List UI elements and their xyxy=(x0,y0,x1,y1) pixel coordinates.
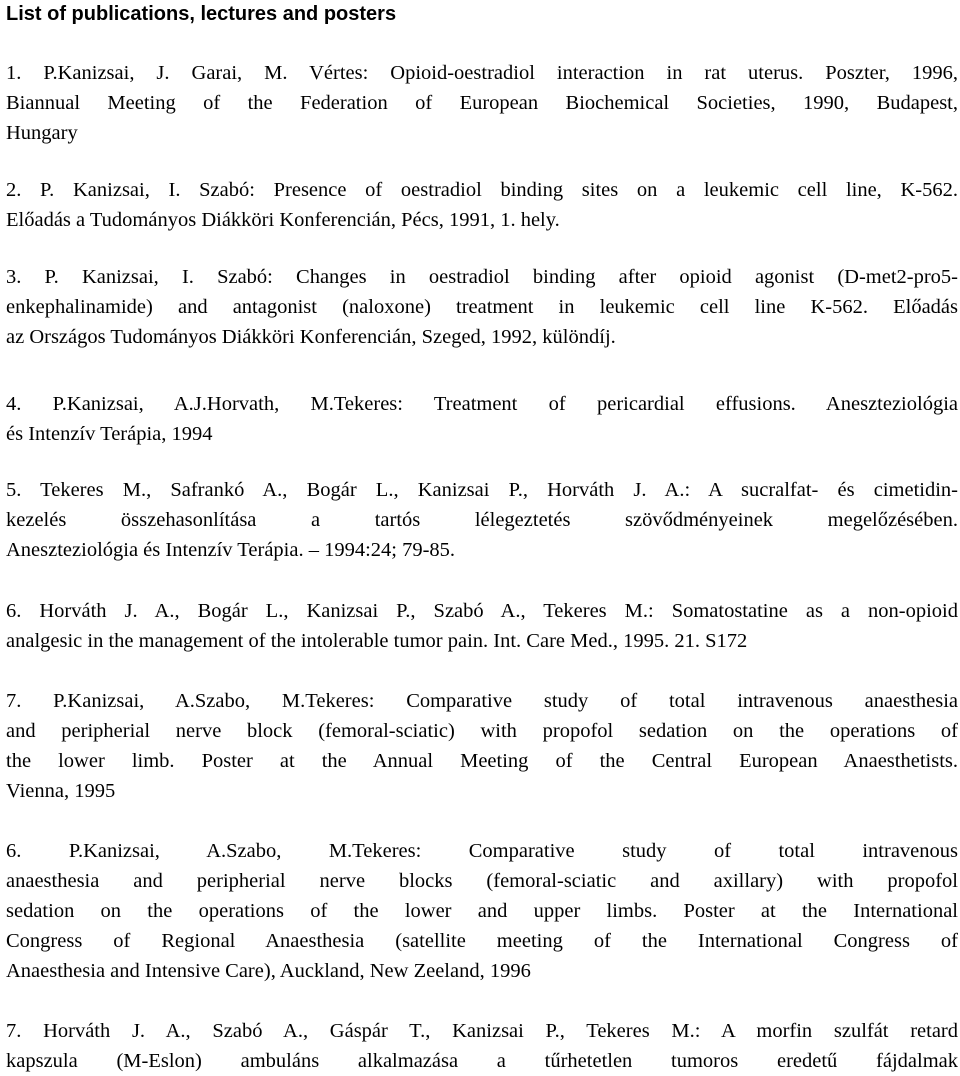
entry-line: analgesic in the management of the intolerable tumor pain. Int. Care Med., 1995. 21. S172 xyxy=(6,630,748,652)
entry-line: Vienna, 1995 xyxy=(6,780,116,802)
publication-entry-2 xyxy=(6,175,958,235)
entry-line: 5. Tekeres M., Safrankó A., Bogár L., Kanizsai P., Horváth J. A.: A sucralfat- és cimetidin- xyxy=(6,479,958,501)
entry-line: the lower limb. Poster at the Annual Meeting of the Central European Anaesthetists. xyxy=(6,750,958,772)
publication-entry-9 xyxy=(6,1016,958,1076)
entry-line: 7. P.Kanizsai, A.Szabo, M.Tekeres: Comparative study of total intravenous anaesthesia xyxy=(6,690,958,712)
entry-line: anaesthesia and peripherial nerve blocks (femoral-sciatic and axillary) with propofol xyxy=(6,870,958,892)
entry-line: enkephalinamide) and antagonist (naloxone) treatment in leukemic cell line K-562. Előadás xyxy=(6,296,958,318)
entry-line: 7. Horváth J. A., Szabó A., Gáspár T., Kanizsai P., Tekeres M.: A morfin szulfát retard xyxy=(6,1020,958,1042)
entry-line: and peripherial nerve block (femoral-sciatic) with propofol sedation on the operations of xyxy=(6,720,958,742)
publication-entry-1 xyxy=(6,58,958,148)
entry-line: 6. P.Kanizsai, A.Szabo, M.Tekeres: Comparative study of total intravenous xyxy=(6,840,958,862)
entry-line: kezelés összehasonlítása a tartós lélegeztetés szövődményeinek megelőzésében. xyxy=(6,509,958,531)
entry-line: Hungary xyxy=(6,122,78,144)
entry-line: sedation on the operations of the lower and upper limbs. Poster at the International xyxy=(6,900,958,922)
publication-entry-5 xyxy=(6,475,958,565)
publication-entry-6 xyxy=(6,596,958,656)
entry-line: 2. P. Kanizsai, I. Szabó: Presence of oestradiol binding sites on a leukemic cell line, K-562. xyxy=(6,179,958,201)
entry-line: Biannual Meeting of the Federation of European Biochemical Societies, 1990, Budapest, xyxy=(6,92,958,114)
publication-entry-8 xyxy=(6,836,958,986)
entry-line: 4. P.Kanizsai, A.J.Horvath, M.Tekeres: Treatment of pericardial effusions. Aneszteziológia xyxy=(6,393,958,415)
entry-line: az Országos Tudományos Diákköri Konferencián, Szeged, 1992, különdíj. xyxy=(6,326,616,348)
entry-line: 6. Horváth J. A., Bogár L., Kanizsai P., Szabó A., Tekeres M.: Somatostatine as a non-opioid xyxy=(6,600,958,622)
entry-line: 1. P.Kanizsai, J. Garai, M. Vértes: Opioid-oestradiol interaction in rat uterus. Poszter, 1996, xyxy=(6,62,958,84)
entry-line: Congress of Regional Anaesthesia (satellite meeting of the International Congress of xyxy=(6,930,958,952)
publication-entry-7 xyxy=(6,686,958,806)
entry-line: és Intenzív Terápia, 1994 xyxy=(6,423,213,445)
entry-line: Előadás a Tudományos Diákköri Konferencián, Pécs, 1991, 1. hely. xyxy=(6,209,560,231)
publication-entry-3 xyxy=(6,262,958,352)
entry-line: kapszula (M-Eslon) ambuláns alkalmazása a tűrhetetlen tumoros eredetű fájdalmak xyxy=(6,1050,958,1072)
entry-line: 3. P. Kanizsai, I. Szabó: Changes in oestradiol binding after opioid agonist (D-met2-pro5- xyxy=(6,266,958,288)
page-title: List of publications, lectures and posters xyxy=(6,3,397,25)
entry-line: Aneszteziológia és Intenzív Terápia. – 1994:24; 79-85. xyxy=(6,539,456,561)
entry-line: Anaesthesia and Intensive Care), Auckland, New Zeeland, 1996 xyxy=(6,960,531,982)
publication-entry-4 xyxy=(6,389,958,449)
